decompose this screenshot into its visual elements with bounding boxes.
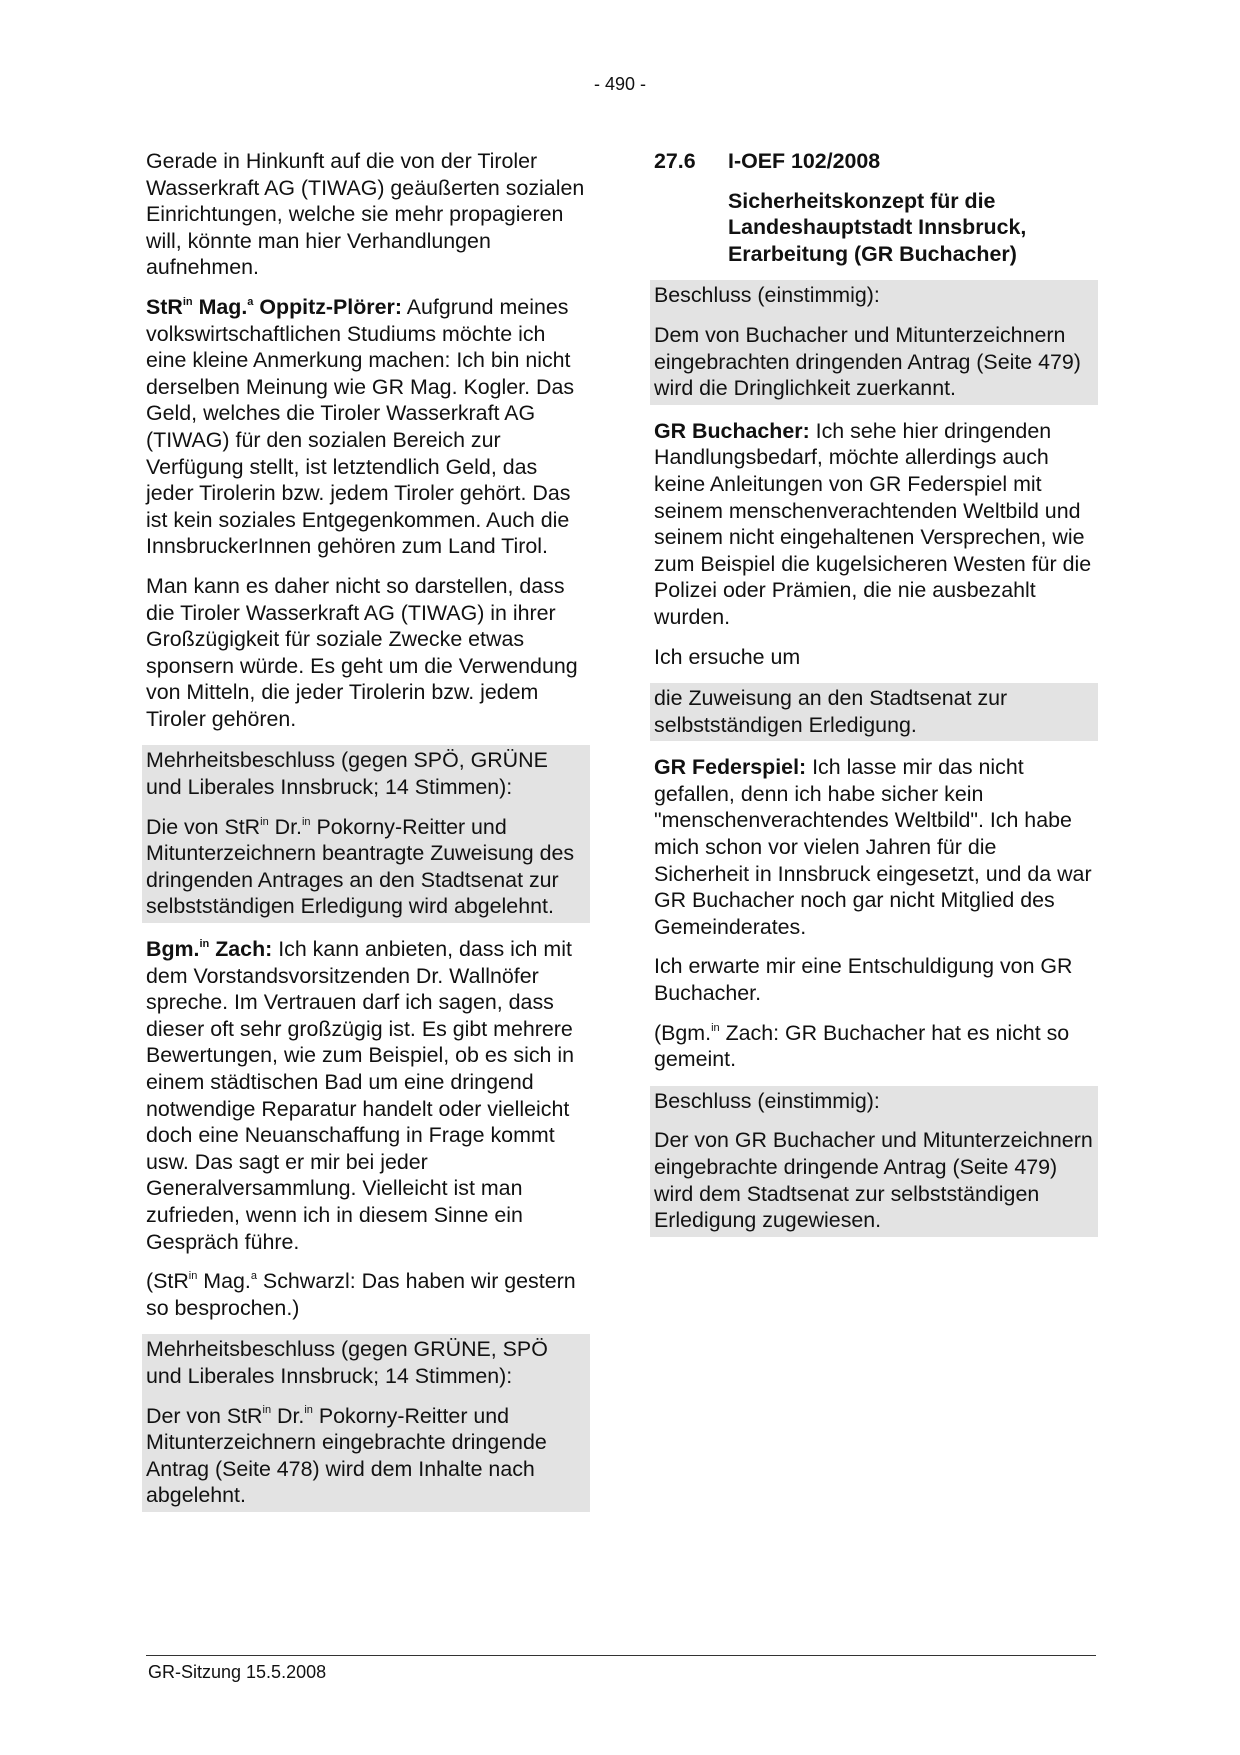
speech-buchacher: GR Buchacher: Ich sehe hier dringenden Handlungsbedarf, möchte allerdings auch keine Anleitungen von GR Federspiel mit seinem menschenverachtenden Weltbild und seinem nicht eingehaltenen Versprechen, wie zum Beispiel die kugelsicheren Westen für die Polizei oder Prämien, die nie ausbezahlt wurden. (654, 418, 1092, 629)
speech-zach: Bgm.$^{in}$ Zach: Ich kann anbieten, dass ich mit dem Vorstandsvorsitzenden Dr. Wallnöfer spreche. Im Vertrauen darf ich sagen, dass dieser oft sehr großzügig ist. Es gibt mehrere Bewertungen, wie zum Beispiel, ob es sich in einem städtischen Bad um eine dringend notwendige Reparatur handelt oder vielleicht doch eine Neuanschaffung in Frage kommt usw. Das sagt er mir bei jeder Generalversammlung. Vielleicht ist man zufrieden, wenn ich in diesem Sinne ein Gespräch führe. (146, 937, 575, 1254)
footer-text: GR-Sitzung 15.5.2008 (148, 1662, 327, 1682)
resolution-text: Der von GR Buchacher und Mitunterzeichnern eingebrachte dringende Antrag (Seite 479) wird dem Stadtsenat zur selbstständigen Erledigung zugewiesen. (650, 1123, 1098, 1236)
resolution-text: Die von StR$^{in}$ Dr.$^{in}$ Pokorny-Reitter und Mitunterzeichnern beantragte Zuweisung des dringenden Antrages an den Stadtsenat zur selbstständigen Erledigung wird abgelehnt. (142, 810, 590, 923)
paragraph: Gerade in Hinkunft auf die von der Tiroler Wasserkraft AG (TIWAG) geäußerten sozialen Einrichtungen, welche sie mehr propagieren will, könnte man hier Verhandlungen aufnehmen. (146, 149, 585, 280)
agenda-code: I-OEF 102/2008 (728, 149, 881, 173)
resolution-title: Beschluss (einstimmig): (650, 280, 1098, 318)
paragraph: Man kann es daher nicht so darstellen, dass die Tiroler Wasserkraft AG (TIWAG) in ihrer Großzügigkeit für soziale Zwecke etwas sponsern würde. Es geht um die Verwendung von Mitteln, die jeder Tirolerin bzw. jedem Tiroler gehören. (146, 573, 578, 731)
speaker-name: GR Federspiel: (654, 755, 807, 780)
resolution-text: Dem von Buchacher und Mitunterzeichnern eingebrachten dringenden Antrag (Seite 479) wird die Dringlichkeit zuerkannt. (650, 318, 1098, 405)
request-text: die Zuweisung an den Stadtsenat zur selbstständigen Erledigung. (650, 683, 1098, 741)
page-number: - 490 - (593, 74, 647, 94)
paragraph: Ich erwarte mir eine Entschuldigung von GR Buchacher. (654, 954, 1073, 1006)
interjection-zach: (Bgm.$^{in}$ Zach: GR Buchacher hat es nicht so gemeint. (654, 1020, 1070, 1072)
speaker-name: GR Buchacher: (654, 418, 810, 443)
left-column (146, 148, 586, 1525)
speaker-name: Bgm.$^{in}$ Zach: (146, 937, 273, 962)
interjection-schwarzl: (StR$^{in}$ Mag.$^a$ Schwarzl: Das haben wir gestern so besprochen.) (146, 1269, 576, 1320)
resolution-title: Beschluss (einstimmig): (650, 1086, 1098, 1124)
resolution-text: Der von StR$^{in}$ Dr.$^{in}$ Pokorny-Reitter und Mitunterzeichnern eingebrachte dringende Antrag (Seite 478) wird dem Inhalte nach abgelehnt. (142, 1399, 590, 1512)
speaker-name: StR$^{in}$ Mag.$^a$ Oppitz-Plörer: (146, 294, 402, 319)
resolution-title: Mehrheitsbeschluss (gegen GRÜNE, SPÖ und Liberales Innsbruck; 14 Stimmen): (142, 1334, 590, 1398)
resolution-title: Mehrheitsbeschluss (gegen SPÖ, GRÜNE und Liberales Innsbruck; 14 Stimmen): (142, 745, 590, 809)
agenda-number: 27.6 (654, 149, 696, 173)
speech-oppitz-ploerer: StR$^{in}$ Mag.$^a$ Oppitz-Plörer: Aufgrund meines volkswirtschaftlichen Studiums möchte ich eine kleine Anmerkung machen: Ich bin nicht derselben Meinung wie GR Mag. Kogler. Das Geld, welches die Tiroler Wasserkraft AG (TIWAG) für den sozialen Bereich zur Verfügung stellt, ist letztendlich Geld, das jeder Tirolerin bzw. jedem Tiroler gehört. Das ist kein soziales Entgegenkommen. Auch die InnsbruckerInnen gehören zum Land Tirol. (146, 294, 575, 559)
speech-federspiel: GR Federspiel: Ich lasse mir das nicht gefallen, denn ich habe sicher kein "menschenverachtendes Weltbild". Ich habe mich schon vor vielen Jahren für die Sicherheit in Innsbruck eingesetzt, und da war GR Buchacher noch gar nicht Mitglied des Gemeinderates. (654, 755, 1092, 939)
agenda-title: Sicherheitskonzept für die Landeshauptstadt Innsbruck, Erarbeitung (GR Buchacher) (728, 188, 1027, 266)
right-column (654, 148, 1094, 1250)
agenda-heading (654, 148, 1094, 267)
paragraph: Ich ersuche um (654, 644, 801, 669)
footer-divider (146, 1655, 1096, 1656)
